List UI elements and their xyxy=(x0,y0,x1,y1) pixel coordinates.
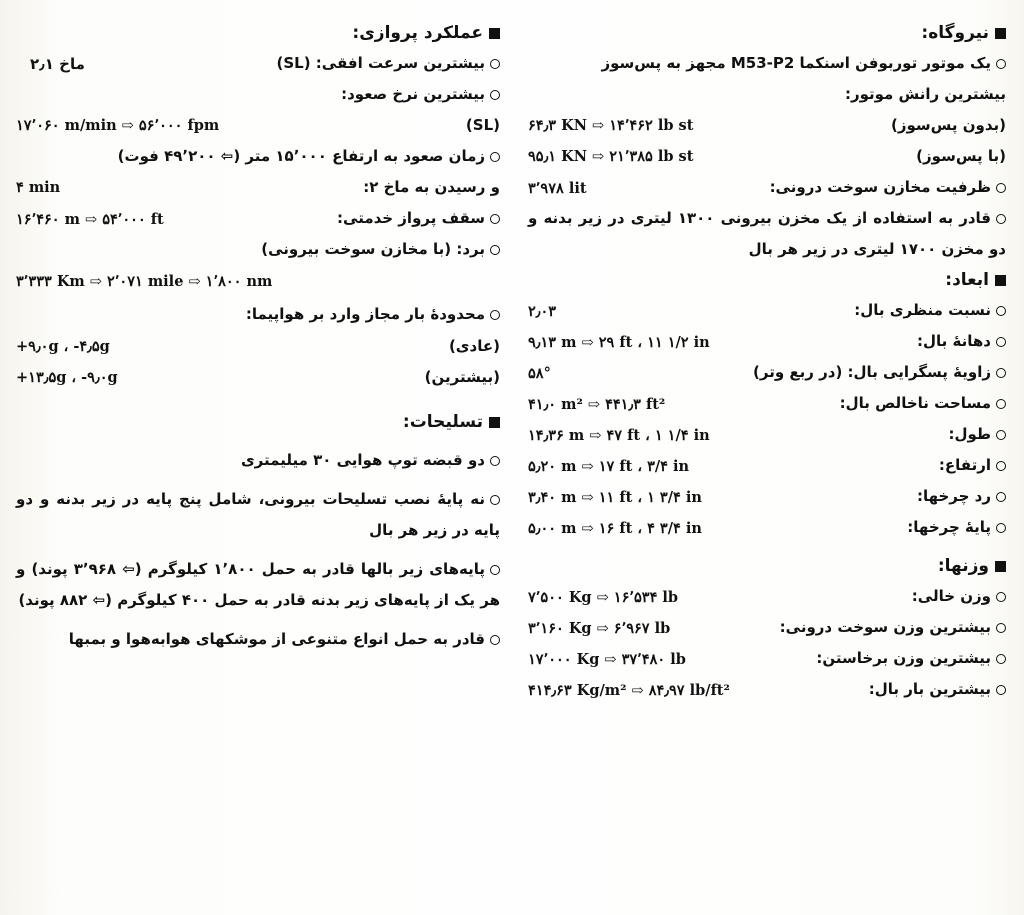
spec-value: ۱۷٬۰۶۰ m/min ⇨ ۵۶٬۰۰۰ fpm xyxy=(16,117,220,134)
circle-bullet-icon xyxy=(490,635,500,645)
spec-value: ۴۱۴٫۶۳ Kg/m² ⇨ ۸۴٫۹۷ lb/ft² xyxy=(528,681,730,699)
max-speed-row xyxy=(16,48,500,79)
spec-label: بیشترین نرخ صعود: xyxy=(341,85,485,103)
section-title: وزنها: xyxy=(937,556,989,576)
spec-value: ۹۵٫۱ KN ⇨ ۲۱٬۳۸۵ lb st xyxy=(528,148,694,165)
square-bullet-icon xyxy=(489,28,500,39)
climb-time-row xyxy=(16,141,500,172)
spec-value: ماخ ۲٫۱ xyxy=(30,54,85,73)
fuel-row xyxy=(528,172,1006,203)
circle-bullet-icon xyxy=(490,59,500,69)
circle-bullet-icon xyxy=(996,654,1006,664)
thrust-label-row xyxy=(528,79,1006,110)
circle-bullet-icon xyxy=(490,152,500,162)
armament-item xyxy=(16,624,500,655)
spec-label: دهانهٔ بال: xyxy=(917,332,991,350)
section-title: ابعاد: xyxy=(945,270,989,290)
external-tanks-paragraph xyxy=(528,203,1006,265)
paragraph-text: نه پایهٔ نصب تسلیحات بیرونی، شامل پنج پایه در زیر بدنه و دو پایه در زیر هر بال xyxy=(16,490,500,539)
spec-value: ۳٬۱۶۰ Kg ⇨ ۶٬۹۶۷ lb xyxy=(528,619,671,637)
section-dimensions-heading xyxy=(528,265,1006,295)
thrust-row xyxy=(528,110,1006,141)
spec-value: ۳٫۴۰ m ⇨ ۱۱ ft ، ۱ ۳/۴ in xyxy=(528,488,702,506)
spec-label: ظرفیت مخازن سوخت درونی: xyxy=(769,178,991,196)
spec-value: ۴ min xyxy=(16,179,61,196)
circle-bullet-icon xyxy=(996,59,1006,69)
section-title: نیروگاه: xyxy=(921,23,989,43)
spec-label: بیشترین سرعت افقی: (SL) xyxy=(276,54,485,72)
spec-label: نسبت منظری بال: xyxy=(854,301,991,319)
dimension-row xyxy=(528,419,1006,450)
climb-time-row-2 xyxy=(16,172,500,203)
spec-value: ۵٫۰۰ m ⇨ ۱۶ ft ، ۴ ۳/۴ in xyxy=(528,519,702,537)
square-bullet-icon xyxy=(995,28,1006,39)
thrust-label: بیشترین رانش موتور: xyxy=(844,85,1006,103)
weight-row xyxy=(528,612,1006,643)
circle-bullet-icon xyxy=(996,623,1006,633)
dimension-row xyxy=(528,481,1006,512)
spec-value: ۳٬۹۷۸ lit xyxy=(528,179,587,197)
paragraph-text: پایه‌های زیر بالها قادر به حمل ۱٬۸۰۰ کیلوگرم (⇦ ۳٬۹۶۸ پوند) و هر یک از پایه‌های زیر بدنه قادر به حمل ۴۰۰ کیلوگرم (⇦ ۸۸۲ پوند) xyxy=(16,560,500,609)
spec-label: (با پس‌سوز) xyxy=(916,147,1006,165)
weight-row xyxy=(528,581,1006,612)
g-limit-row xyxy=(16,362,500,393)
section-performance-heading xyxy=(16,18,500,48)
range-label-row xyxy=(16,234,500,265)
circle-bullet-icon xyxy=(996,214,1006,224)
circle-bullet-icon xyxy=(490,90,500,100)
dimension-row xyxy=(528,450,1006,481)
circle-bullet-icon xyxy=(490,214,500,224)
circle-bullet-icon xyxy=(490,245,500,255)
square-bullet-icon xyxy=(995,561,1006,572)
spec-value: ۱۴٫۳۶ m ⇨ ۴۷ ft ، ۱ ۱/۴ in xyxy=(528,426,710,444)
section-title: تسلیحات: xyxy=(402,412,483,432)
section-title: عملکرد پروازی: xyxy=(352,23,483,43)
circle-bullet-icon xyxy=(996,592,1006,602)
spec-label: (عادی) xyxy=(448,337,500,355)
spec-label: زمان صعود به ارتفاع ۱۵٬۰۰۰ متر (⇦ ۴۹٬۲۰۰ فوت) xyxy=(117,147,485,165)
g-limits-label-row xyxy=(16,298,500,331)
section-weights-heading xyxy=(528,551,1006,581)
circle-bullet-icon xyxy=(996,183,1006,193)
circle-bullet-icon xyxy=(996,461,1006,471)
spec-value: ۶۴٫۳ KN ⇨ ۱۴٬۴۶۲ lb st xyxy=(528,117,694,134)
spec-label: رد چرخها: xyxy=(916,487,991,505)
paragraph-text: دو قبضه توپ هوایی ۳۰ میلیمتری xyxy=(240,451,485,469)
circle-bullet-icon xyxy=(996,399,1006,409)
section-powerplant-heading xyxy=(528,18,1006,48)
climb-rate-row xyxy=(16,110,500,141)
dimension-row xyxy=(528,512,1006,543)
spec-value: ۹٫۱۳ m ⇨ ۲۹ ft ، ۱۱ ۱/۲ in xyxy=(528,333,710,351)
spec-note: (SL) xyxy=(465,116,500,134)
weight-row xyxy=(528,643,1006,674)
circle-bullet-icon xyxy=(490,310,500,320)
paragraph-text: قادر به حمل انواع متنوعی از موشکهای هوابه‌هوا و بمبها xyxy=(68,630,485,648)
spec-label: زاویهٔ پسگرایی بال: (در ربع وتر) xyxy=(753,363,991,381)
engine-row xyxy=(528,48,1006,79)
circle-bullet-icon xyxy=(490,495,500,505)
weight-row xyxy=(528,674,1006,705)
ceiling-row xyxy=(16,203,500,234)
spec-label: و رسیدن به ماخ ۲: xyxy=(363,178,500,196)
spec-value: ۵٫۲۰ m ⇨ ۱۷ ft ، ۳/۴ in xyxy=(528,457,690,475)
circle-bullet-icon xyxy=(996,430,1006,440)
spec-label: بیشترین وزن برخاستن: xyxy=(816,649,991,667)
paragraph-text: قادر به استفاده از یک مخزن بیرونی ۱۳۰۰ لیتری در زیر بدنه و دو مخزن ۱۷۰۰ لیتری در زیر هر بال xyxy=(528,209,1006,258)
armament-item xyxy=(16,554,500,616)
spec-value: ۳٬۳۳۳ Km ⇨ ۲٬۰۷۱ mile ⇨ ۱٬۸۰۰ nm xyxy=(16,273,273,290)
circle-bullet-icon xyxy=(490,456,500,466)
spec-label: طول: xyxy=(948,425,991,443)
spec-value: +۹٫۰g ، -۴٫۵g xyxy=(16,338,110,355)
dimension-row xyxy=(528,295,1006,326)
circle-bullet-icon xyxy=(996,492,1006,502)
spec-label: بیشترین وزن سوخت درونی: xyxy=(779,618,991,636)
section-armament-heading xyxy=(16,407,500,437)
spec-value: ۲٫۰۳ xyxy=(528,302,557,320)
climb-rate-label-row xyxy=(16,79,500,110)
circle-bullet-icon xyxy=(996,337,1006,347)
spec-label: سقف پرواز خدمتی: xyxy=(337,209,485,227)
dimension-row xyxy=(528,326,1006,357)
engine-text: یک موتور توربوفن اسنکما M53-P2 مجهز به پس‌سوز xyxy=(601,54,991,72)
left-column xyxy=(16,18,500,655)
spec-label: ارتفاع: xyxy=(938,456,991,474)
dimension-row xyxy=(528,388,1006,419)
armament-item xyxy=(16,484,500,546)
square-bullet-icon xyxy=(995,275,1006,286)
armament-item xyxy=(16,445,500,476)
spec-label: برد: (با مخازن سوخت بیرونی) xyxy=(261,240,485,258)
right-column xyxy=(528,18,1006,705)
spec-value: ۱۶٬۴۶۰ m ⇨ ۵۴٬۰۰۰ ft xyxy=(16,210,164,228)
thrust-row xyxy=(528,141,1006,172)
spec-value: ۵۸° xyxy=(528,364,551,382)
spec-label: وزن خالی: xyxy=(911,587,991,605)
g-limit-row xyxy=(16,331,500,362)
spec-label: (بدون پس‌سوز) xyxy=(891,116,1006,134)
range-row xyxy=(16,265,500,298)
spec-label: محدودهٔ بار مجاز وارد بر هواپیما: xyxy=(245,305,485,323)
spec-label: مساحت ناخالص بال: xyxy=(839,394,991,412)
spec-value: ۱۷٬۰۰۰ Kg ⇨ ۳۷٬۴۸۰ lb xyxy=(528,650,686,668)
circle-bullet-icon xyxy=(996,368,1006,378)
circle-bullet-icon xyxy=(996,685,1006,695)
spec-label: بیشترین بار بال: xyxy=(868,680,991,698)
dimension-row xyxy=(528,357,1006,388)
circle-bullet-icon xyxy=(996,306,1006,316)
spec-value: ۴۱٫۰ m² ⇨ ۴۴۱٫۳ ft² xyxy=(528,395,666,413)
circle-bullet-icon xyxy=(996,523,1006,533)
spec-label: پایهٔ چرخها: xyxy=(907,518,991,536)
square-bullet-icon xyxy=(489,417,500,428)
circle-bullet-icon xyxy=(490,565,500,575)
spec-label: (بیشترین) xyxy=(424,368,500,386)
spec-value: ۷٬۵۰۰ Kg ⇨ ۱۶٬۵۳۴ lb xyxy=(528,588,679,606)
spec-value: +۱۳٫۵g ، -۹٫۰g xyxy=(16,369,118,386)
